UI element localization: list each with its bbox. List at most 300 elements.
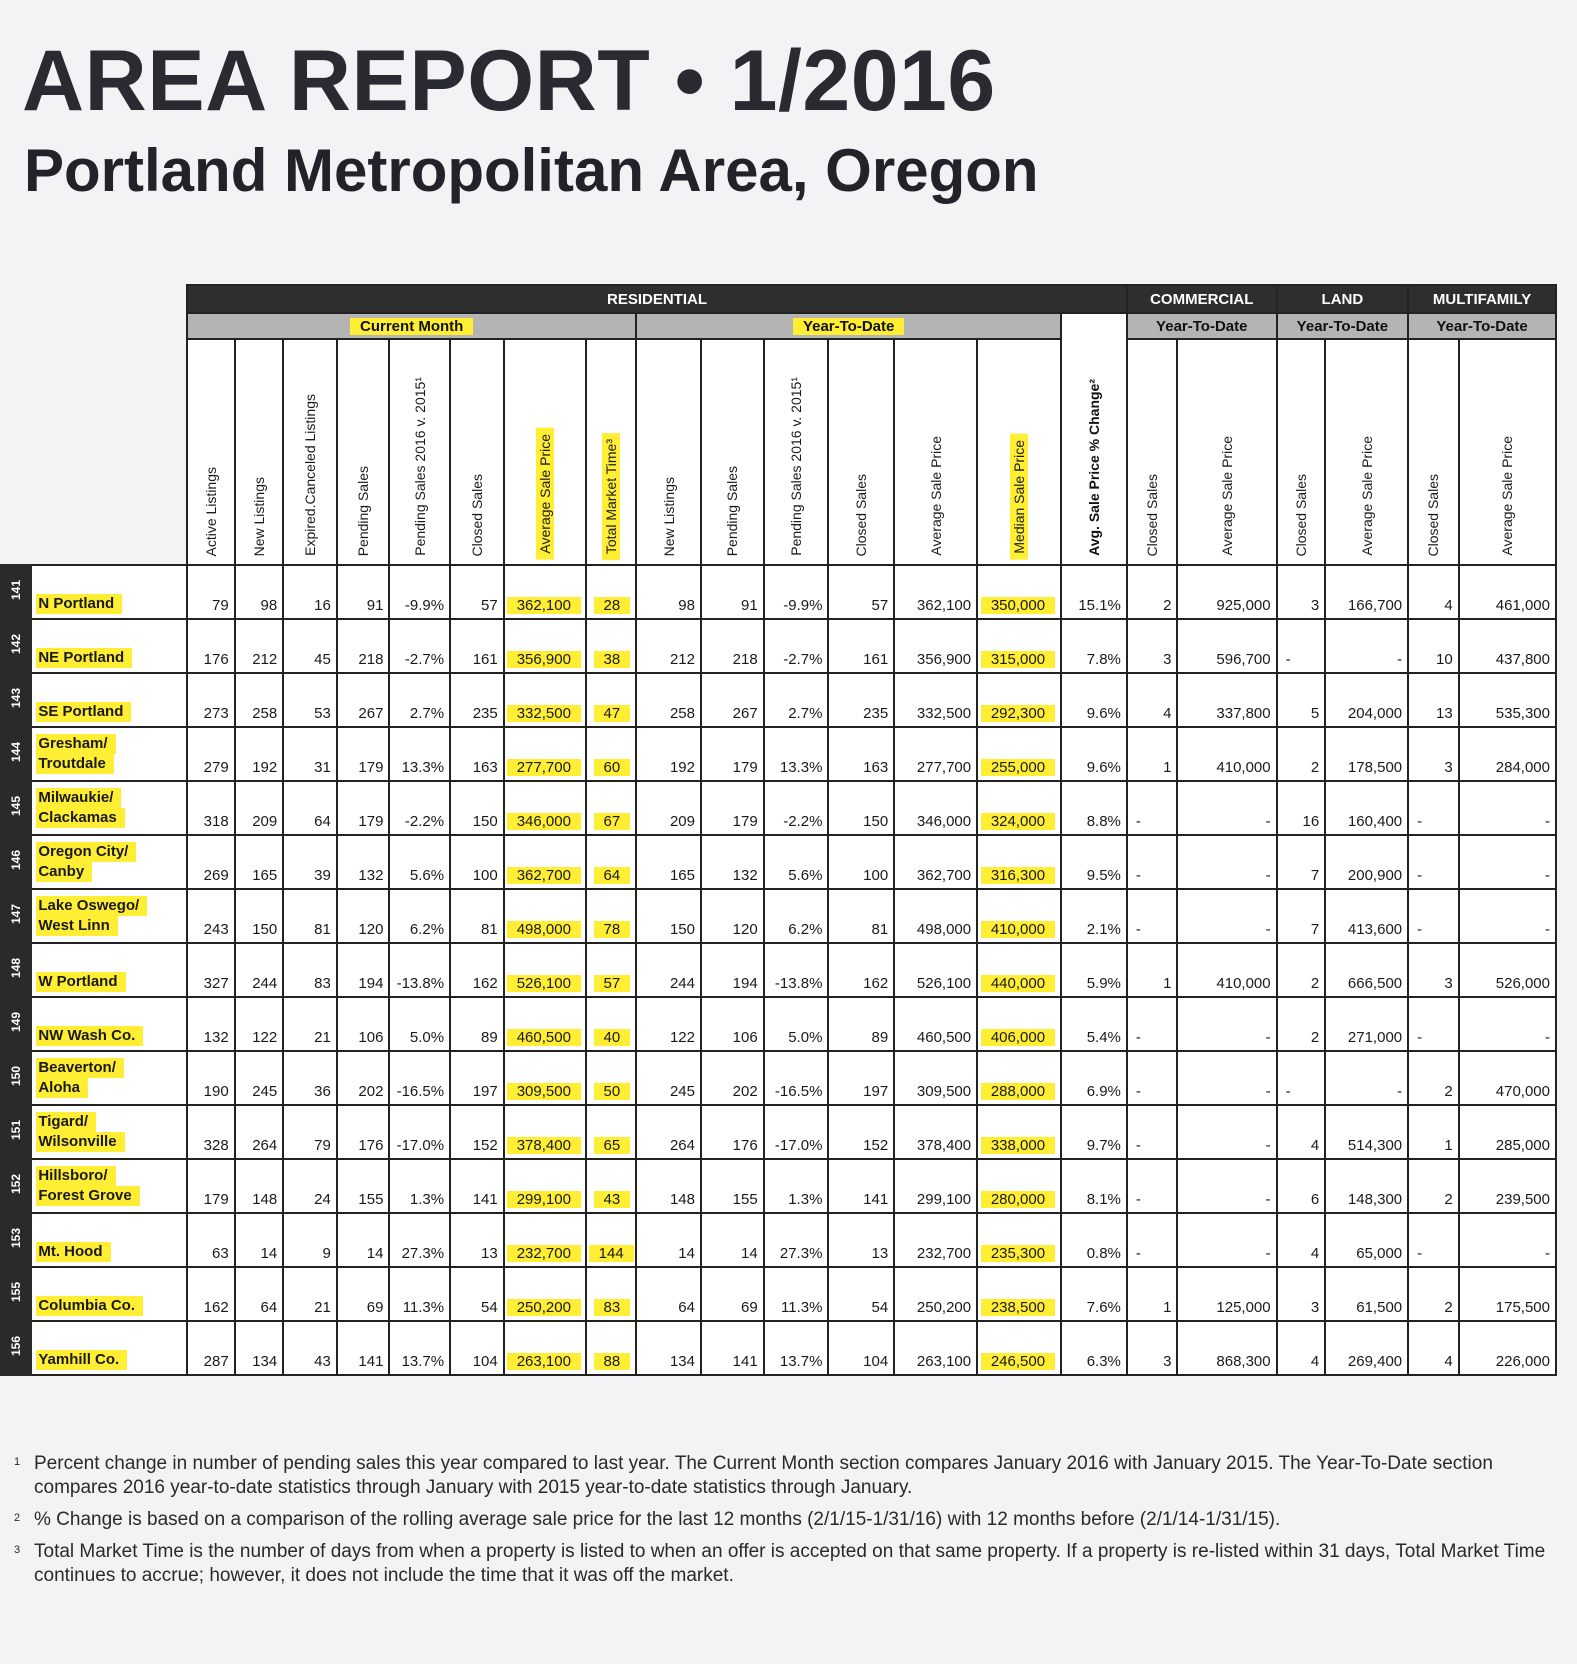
table-row (1, 997, 1556, 1051)
table-cell (894, 889, 977, 943)
report-title: AREA REPORT • 1/2016 (22, 33, 996, 129)
cell-value: 81 (871, 921, 889, 938)
cell-value: - (1545, 1245, 1550, 1262)
table-cell (636, 997, 701, 1051)
table-cell (586, 835, 637, 889)
cell-value: 212 (252, 651, 278, 668)
cell-value: -2.2% (404, 813, 445, 830)
cell-value: 526,100 (507, 975, 581, 992)
table-row (1, 1159, 1556, 1213)
table-row (1, 943, 1556, 997)
cell-value: 78 (594, 921, 631, 938)
cell-value: 258 (252, 705, 278, 722)
table-cell (586, 943, 637, 997)
cell-value: 470,000 (1495, 1083, 1550, 1100)
cell-value: 9.5% (1086, 867, 1121, 884)
cell-value: 148 (252, 1191, 278, 1208)
table-cell (828, 781, 894, 835)
column-header-label: Pending Sales (355, 465, 372, 556)
table-cell (1177, 889, 1276, 943)
area-name-line: Oregon City/ (36, 842, 136, 862)
cell-value: 1.3% (409, 1191, 445, 1208)
table-cell (1277, 889, 1326, 943)
table-cell (337, 943, 390, 997)
column-header (1277, 339, 1326, 565)
area-code (1, 1051, 31, 1105)
table-cell (977, 673, 1061, 727)
cell-value: - (1417, 1245, 1423, 1262)
area-name-line: Columbia Co. (36, 1296, 143, 1316)
column-header-label: New Listings (660, 476, 677, 556)
column-header (894, 339, 977, 565)
cell-value: 338,000 (981, 1137, 1055, 1154)
cell-value: -2.7% (783, 651, 823, 668)
cell-value: 7.6% (1086, 1299, 1121, 1316)
column-header (1459, 339, 1556, 565)
cell-value: 9.7% (1086, 1137, 1121, 1154)
column-header-label: Active Listings (202, 466, 219, 556)
cell-value: 2 (1163, 597, 1172, 614)
cell-value: 7.8% (1086, 651, 1121, 668)
table-cell (187, 781, 235, 835)
table-cell (1127, 1213, 1178, 1267)
cell-value: 244 (669, 975, 695, 992)
cell-value: 2 (1444, 1191, 1453, 1208)
table-cell (894, 835, 977, 889)
cell-value: 132 (203, 1029, 229, 1046)
table-cell (504, 997, 586, 1051)
table-cell (235, 1051, 284, 1105)
cell-value: 165 (669, 867, 695, 884)
table-cell (283, 1213, 337, 1267)
table-cell (1325, 1159, 1408, 1213)
cell-value: 356,900 (916, 651, 972, 668)
table-row (1, 1321, 1556, 1375)
table-cell (586, 727, 637, 781)
cell-value: 179 (732, 813, 758, 830)
table-cell (337, 1267, 390, 1321)
table-row (1, 1213, 1556, 1267)
table-cell (1459, 1159, 1556, 1213)
cell-value: 925,000 (1216, 597, 1271, 614)
column-header-label: Avg. Sale Price % Change² (1085, 379, 1102, 556)
table-cell (1459, 1213, 1556, 1267)
cell-value: - (1417, 867, 1423, 884)
table-cell (389, 997, 450, 1051)
table-cell (1177, 1321, 1276, 1375)
cell-value: 155 (358, 1191, 384, 1208)
table-cell (235, 1267, 284, 1321)
column-header-label: New Listings (250, 476, 267, 556)
cell-value: -2.2% (783, 813, 823, 830)
table-cell (1459, 619, 1556, 673)
cell-value: 98 (260, 597, 278, 614)
cell-value: 150 (669, 921, 695, 938)
cell-value: 54 (481, 1299, 498, 1316)
cell-value: 350,000 (981, 597, 1055, 614)
table-cell (1061, 1051, 1127, 1105)
table-cell (1061, 1105, 1127, 1159)
cell-value: 64 (260, 1299, 278, 1316)
cell-value: 244 (252, 975, 278, 992)
cell-value: 6.2% (788, 921, 823, 938)
table-cell (1061, 673, 1127, 727)
cell-value: 209 (252, 813, 278, 830)
table-cell (586, 889, 637, 943)
cell-value: 346,000 (507, 813, 581, 830)
cell-value: 5.4% (1086, 1029, 1121, 1046)
cell-value: 316,300 (981, 867, 1055, 884)
table-cell (764, 619, 829, 673)
cell-value: - (1265, 813, 1271, 830)
cell-value: - (1135, 813, 1141, 830)
cell-value: - (1135, 921, 1141, 938)
area-name-line: Wilsonville (36, 1132, 124, 1152)
table-cell (636, 1105, 701, 1159)
table-cell (450, 1267, 504, 1321)
area-code (1, 1213, 31, 1267)
area-code-label: 147 (9, 904, 24, 925)
area-code-label: 152 (9, 1174, 24, 1195)
table-cell (764, 889, 829, 943)
table-cell (283, 943, 337, 997)
table-cell (1325, 619, 1408, 673)
area-name-line: Troutdale (36, 754, 114, 774)
cell-value: 81 (481, 921, 498, 938)
cell-value: 11.3% (402, 1299, 445, 1316)
table-cell (828, 565, 894, 619)
cell-value: - (1265, 1137, 1271, 1154)
table-cell (1177, 1051, 1276, 1105)
cell-value: 106 (358, 1029, 384, 1046)
table-corner (1, 285, 187, 565)
column-header (701, 339, 764, 565)
cell-value: 14 (678, 1245, 695, 1262)
commercial-header: COMMERCIAL (1127, 285, 1277, 313)
table-cell (1177, 835, 1276, 889)
cell-value: 284,000 (1495, 759, 1550, 776)
table-cell (1325, 943, 1408, 997)
cell-value: - (1285, 1083, 1291, 1100)
table-cell (187, 1321, 235, 1375)
cell-value: 3 (1163, 1353, 1172, 1370)
table-cell (636, 727, 701, 781)
table-cell (977, 1321, 1061, 1375)
cell-value: - (1265, 1245, 1271, 1262)
table-cell (504, 619, 586, 673)
table-cell (1325, 727, 1408, 781)
table-cell (1408, 1159, 1459, 1213)
cell-value: 40 (594, 1029, 631, 1046)
cell-value: 285,000 (1495, 1137, 1550, 1154)
cell-value: 54 (871, 1299, 889, 1316)
cell-value: 288,000 (981, 1083, 1055, 1100)
cell-value: - (1135, 1191, 1141, 1208)
table-cell (977, 1051, 1061, 1105)
table-cell (1408, 997, 1459, 1051)
table-cell (283, 1267, 337, 1321)
cell-value: - (1135, 1245, 1141, 1262)
cell-value: -17.0% (396, 1137, 445, 1154)
table-cell (636, 1159, 701, 1213)
column-header (1127, 339, 1178, 565)
table-cell (1177, 565, 1276, 619)
table-cell (894, 781, 977, 835)
table-cell (1177, 1267, 1276, 1321)
cell-value: 410,000 (981, 921, 1055, 938)
cell-value: 43 (314, 1353, 331, 1370)
table-cell (187, 727, 235, 781)
cell-value: 299,100 (916, 1191, 972, 1208)
table-cell (389, 835, 450, 889)
report-subtitle: Portland Metropolitan Area, Oregon (24, 137, 1039, 204)
table-cell (1325, 673, 1408, 727)
cell-value: 144 (589, 1245, 634, 1262)
table-cell (450, 1321, 504, 1375)
table-cell (235, 565, 284, 619)
table-cell (283, 781, 337, 835)
table-cell (235, 943, 284, 997)
cell-value: - (1285, 651, 1291, 668)
table-cell (701, 673, 764, 727)
table-cell (586, 781, 637, 835)
table-cell (504, 1321, 586, 1375)
cell-value: 287 (203, 1353, 229, 1370)
multifamily-header: MULTIFAMILY (1408, 285, 1556, 313)
table-cell (337, 1213, 390, 1267)
table-cell (1325, 1105, 1408, 1159)
area-name (31, 673, 187, 727)
area-code-label: 156 (9, 1336, 24, 1357)
cell-value: 535,300 (1495, 705, 1550, 722)
cell-value: 666,500 (1347, 975, 1403, 992)
cell-value: 273 (203, 705, 229, 722)
residential-header: RESIDENTIAL (187, 285, 1127, 313)
table-cell (636, 673, 701, 727)
table-cell (1061, 565, 1127, 619)
table-cell (450, 1213, 504, 1267)
cell-value: 65 (594, 1137, 631, 1154)
table-cell (504, 1267, 586, 1321)
table-row (1, 1267, 1556, 1321)
table-cell (764, 1105, 829, 1159)
column-header-label: Average Sale Price (927, 436, 944, 556)
cell-value: 134 (252, 1353, 278, 1370)
cell-value: 356,900 (507, 651, 581, 668)
table-cell (504, 1213, 586, 1267)
cell-value: -16.5% (396, 1083, 445, 1100)
table-cell (1408, 1105, 1459, 1159)
column-header (337, 339, 390, 565)
table-cell (1127, 1159, 1178, 1213)
cell-value: 279 (203, 759, 229, 776)
table-cell (187, 565, 235, 619)
cell-value: 410,000 (1216, 759, 1271, 776)
cell-value: 162 (203, 1299, 229, 1316)
cell-value: 64 (678, 1299, 695, 1316)
area-code (1, 889, 31, 943)
cell-value: 3 (1163, 651, 1172, 668)
cell-value: - (1545, 921, 1550, 938)
table-cell (764, 997, 829, 1051)
cell-value: 245 (669, 1083, 695, 1100)
cell-value: 437,800 (1495, 651, 1550, 668)
footnotes (14, 1452, 1554, 1596)
cell-value: 461,000 (1495, 597, 1550, 614)
table-cell (504, 565, 586, 619)
table-cell (1408, 1321, 1459, 1375)
table-cell (828, 1159, 894, 1213)
area-name-line: N Portland (36, 594, 122, 614)
cell-value: 212 (669, 651, 695, 668)
table-cell (636, 619, 701, 673)
cell-value: -17.0% (774, 1137, 823, 1154)
table-cell (701, 1213, 764, 1267)
table-cell (1277, 943, 1326, 997)
cell-value: 27.3% (401, 1245, 445, 1262)
cell-value: 2 (1310, 975, 1320, 992)
table-cell (389, 565, 450, 619)
column-header (828, 339, 894, 565)
cell-value: 0.8% (1086, 1245, 1121, 1262)
area-name (31, 727, 187, 781)
table-row (1, 889, 1556, 943)
table-cell (1277, 1213, 1326, 1267)
cell-value: 11.3% (781, 1299, 823, 1316)
area-name-line: SE Portland (36, 702, 131, 722)
cell-value: -9.9% (404, 597, 445, 614)
column-header (764, 339, 829, 565)
table-cell (1408, 889, 1459, 943)
cell-value: 267 (732, 705, 758, 722)
cell-value: 50 (594, 1083, 631, 1100)
table-cell (283, 997, 337, 1051)
cell-value: - (1397, 651, 1403, 668)
column-header-label: Average Sale Price (1499, 436, 1516, 556)
table-cell (1408, 565, 1459, 619)
cell-value: - (1135, 1029, 1141, 1046)
cell-value: 362,700 (916, 867, 972, 884)
cell-value: 6.3% (1086, 1353, 1121, 1370)
cell-value: 440,000 (981, 975, 1055, 992)
cell-value: 202 (358, 1083, 384, 1100)
cell-value: 318 (203, 813, 229, 830)
table-cell (450, 673, 504, 727)
cell-value: 163 (472, 759, 498, 776)
land-header: LAND (1277, 285, 1409, 313)
footnote-mark: 3 (14, 1544, 21, 1556)
cell-value: - (1545, 867, 1550, 884)
cell-value: 65,000 (1356, 1245, 1403, 1262)
table-cell (187, 943, 235, 997)
table-cell (337, 781, 390, 835)
area-report-table (0, 284, 1557, 1376)
cell-value: 194 (358, 975, 384, 992)
cell-value: - (1135, 1137, 1141, 1154)
cell-value: - (1265, 1029, 1271, 1046)
table-cell (450, 727, 504, 781)
table-cell (701, 1267, 764, 1321)
table-row (1, 727, 1556, 781)
table-cell (828, 1321, 894, 1375)
cell-value: 332,500 (916, 705, 972, 722)
avg-price-change-header (1061, 313, 1127, 565)
cell-value: 175,500 (1495, 1299, 1550, 1316)
table-cell (1277, 1051, 1326, 1105)
cell-value: 148 (669, 1191, 695, 1208)
table-cell (1459, 835, 1556, 889)
cell-value: 235 (863, 705, 889, 722)
cell-value: 5.6% (788, 867, 823, 884)
cell-value: 1 (1163, 975, 1172, 992)
current-month-header (187, 313, 636, 339)
area-name (31, 1159, 187, 1213)
cell-value: 5 (1310, 705, 1320, 722)
column-header-label: Average Sale Price (536, 428, 554, 560)
area-code (1, 997, 31, 1051)
area-code-label: 155 (9, 1282, 24, 1303)
table-cell (764, 1321, 829, 1375)
table-cell (1061, 1267, 1127, 1321)
table-cell (1127, 673, 1178, 727)
area-name-line: West Linn (36, 916, 117, 936)
table-cell (1459, 1321, 1556, 1375)
table-cell (1061, 997, 1127, 1051)
cell-value: - (1265, 1083, 1271, 1100)
table-cell (977, 835, 1061, 889)
cell-value: 277,700 (507, 759, 581, 776)
table-cell (977, 889, 1061, 943)
cell-value: 67 (594, 813, 631, 830)
table-row (1, 835, 1556, 889)
table-cell (389, 889, 450, 943)
table-cell (187, 1213, 235, 1267)
cell-value: 88 (594, 1353, 631, 1370)
area-code (1, 1321, 31, 1375)
cell-value: 60 (594, 759, 631, 776)
cell-value: 255,000 (981, 759, 1055, 776)
cell-value: 200,900 (1347, 867, 1403, 884)
cell-value: 190 (203, 1083, 229, 1100)
table-cell (450, 997, 504, 1051)
cell-value: 53 (314, 705, 331, 722)
area-code-label: 153 (9, 1228, 24, 1249)
table-cell (1127, 943, 1178, 997)
cell-value: 63 (211, 1245, 229, 1262)
cell-value: 57 (871, 597, 889, 614)
table-cell (828, 673, 894, 727)
table-cell (636, 1321, 701, 1375)
table-cell (187, 1105, 235, 1159)
table-cell (701, 565, 764, 619)
table-cell (1459, 1051, 1556, 1105)
table-cell (977, 781, 1061, 835)
area-code-label: 141 (9, 580, 24, 601)
cell-value: 498,000 (916, 921, 972, 938)
table-cell (1277, 781, 1326, 835)
table-cell (1277, 997, 1326, 1051)
table-cell (828, 1267, 894, 1321)
area-name (31, 1051, 187, 1105)
table-cell (636, 835, 701, 889)
area-code (1, 1159, 31, 1213)
cell-value: 64 (314, 813, 331, 830)
column-header (636, 339, 701, 565)
column-header-label: Expired.Canceled Listings (302, 394, 319, 556)
table-cell (764, 943, 829, 997)
cell-value: 47 (594, 705, 631, 722)
table-cell (1325, 1321, 1408, 1375)
